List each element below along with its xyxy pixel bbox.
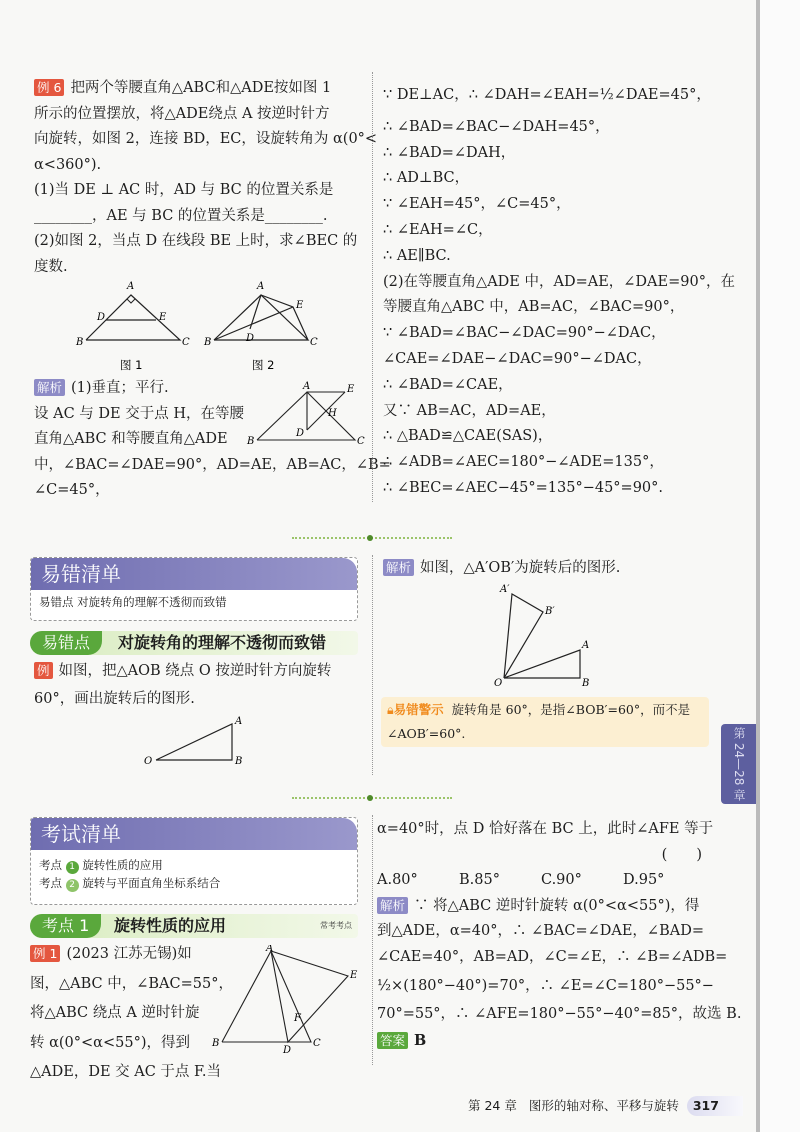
option-c: C.90°: [541, 872, 582, 888]
figure-2-caption: 图 2: [252, 358, 275, 372]
mistakes-list-box: [30, 557, 358, 621]
solution-line: 又∵ AB=AC，AD=AE，: [383, 402, 556, 419]
figure-point-label: B′: [545, 606, 555, 617]
analysis-text: 如图，△A′OB′为旋转后的图形.: [420, 560, 621, 576]
solution-line: ∵ ∠BAD=∠BAC−∠DAC=90°−∠DAC，: [383, 325, 666, 342]
exam-point-bar: [30, 914, 358, 938]
analysis-line: 直角△ABC 和等腰直角△ADE: [34, 431, 228, 447]
example-6: [34, 76, 377, 280]
analysis-figure: [245, 380, 365, 450]
separator-dot: [367, 535, 373, 541]
exam-header: 考试清单: [31, 818, 357, 850]
figure-point-label: A: [257, 281, 265, 292]
figure-1-caption: 图 1: [120, 358, 143, 372]
analysis-line: 70°=55°，∴ ∠AFE=180°−55°−40°=85°，故选 B.: [377, 1006, 742, 1022]
option-b: B.85°: [459, 872, 500, 888]
figure-point-label: E: [347, 384, 355, 395]
page-footer: [468, 1096, 743, 1116]
example-line: 60°，画出旋转后的图形.: [34, 691, 195, 707]
solution-line: ∴ ∠BAD=∠CAE，: [383, 376, 513, 393]
footer-title: 图形的轴对称、平移与旋转: [528, 1098, 679, 1113]
solution-line: 等腰直角△ABC 中，AB=AC，∠BAC=90°，: [383, 299, 685, 316]
solution-line: ∴ ∠ADB=∠AEC=180°−∠ADE=135°，: [383, 454, 664, 471]
exam-point-item: 考点 1 旋转性质的应用: [39, 858, 163, 872]
figure-point-label: C: [182, 337, 190, 348]
figure-point-label: B: [212, 1038, 220, 1049]
rotation-figure: [208, 945, 368, 1055]
problem-line: 向旋转，如图 2，连接 BD，EC，设旋转角为 α(0°<: [34, 131, 378, 147]
figure-point-label: D: [97, 312, 106, 323]
column-divider: [372, 815, 373, 1065]
mistakes-header: 易错清单: [31, 558, 357, 590]
separator-dot: [367, 795, 373, 801]
figure-point-label: A′: [500, 584, 510, 595]
answer-value: B: [414, 1031, 427, 1049]
warning-line: ∠AOB′=60°.: [387, 726, 466, 741]
answer-tag: 答案: [377, 1032, 408, 1049]
figure-point-label: B: [76, 337, 84, 348]
example-line: 如图，把△AOB 绕点 O 按逆时针方向旋转: [58, 663, 332, 679]
option-d: D.95°: [623, 872, 665, 888]
exam-example-1-continued: [377, 817, 741, 1054]
solution-line: ∴ AD⊥BC，: [383, 170, 470, 187]
mistake-example: [34, 657, 331, 713]
example-tag: 例 1: [30, 945, 60, 962]
solution-line: ∴ AE∥BC.: [383, 247, 451, 264]
problem-line: ________，AE 与 BC 的位置关系是________.: [34, 207, 328, 224]
figure-point-label: B: [247, 436, 255, 447]
figure-point-label: F: [294, 1013, 301, 1024]
problem-line: 把两个等腰直角△ABC和△ADE按如图 1: [70, 80, 332, 96]
figure-point-label: H: [328, 408, 337, 419]
analysis-tag: 解析: [383, 559, 414, 576]
solution-line: (2)在等腰直角△ADE 中，AD=AE，∠DAE=90°，在: [383, 273, 735, 290]
mistake-point-pill: 易错点: [30, 631, 102, 655]
answer-bracket: ( ): [661, 846, 702, 863]
analysis-line: ∠C=45°，: [34, 482, 110, 498]
figure-point-label: C: [313, 1038, 321, 1049]
figure-point-label: O: [494, 678, 503, 689]
figure-point-label: C: [357, 436, 365, 447]
solution-line: ∴ ∠EAH=∠C，: [383, 221, 493, 238]
figure-point-label: E: [296, 300, 304, 311]
figure-point-label: E: [350, 970, 358, 981]
solution-line: ∴ △BAD≌△CAE(SAS)，: [383, 428, 553, 445]
figure-point-label: A: [266, 945, 274, 954]
analysis-line: 设 AC 与 DE 交于点 H，在等腰: [34, 405, 244, 422]
footer-chapter: 第 24 章: [468, 1098, 517, 1113]
option-a: A.80°: [377, 872, 418, 888]
problem-line: (2)如图 2，当点 D 在线段 BE 上时，求∠BEC 的: [34, 233, 358, 249]
warning-label: 易错警示: [393, 702, 444, 717]
analysis-line: (1)垂直；平行.: [71, 380, 169, 396]
figure-point-label: O: [144, 756, 153, 767]
figure-point-label: D: [283, 1045, 292, 1055]
figure-point-label: A: [127, 281, 135, 292]
solution-line: ∴ ∠BAD=∠BAC−∠DAH=45°，: [383, 118, 610, 135]
exam-point-item: 考点 2 旋转与平面直角坐标系结合: [39, 876, 221, 890]
figure-point-label: D: [296, 428, 305, 439]
page-margin: [760, 0, 800, 1132]
column-divider: [372, 72, 373, 502]
example-line: 图，△ABC 中，∠BAC=55°，: [30, 975, 233, 992]
triangle-aob-figure: [140, 712, 250, 772]
example-line: 转 α(0°<α<55°)，得到: [30, 1034, 190, 1051]
figure-point-label: B: [204, 337, 212, 348]
chapter-side-tab[interactable]: 第 24—28 章: [721, 724, 756, 804]
question-line: α=40°时，点 D 恰好落在 BC 上，此时∠AFE 等于: [377, 821, 714, 837]
figure-1: [70, 275, 200, 375]
figure-point-label: A: [303, 381, 311, 392]
figure-point-label: A: [582, 640, 590, 651]
figure-point-label: A: [235, 716, 243, 727]
mistake-analysis: [383, 556, 620, 582]
figure-point-label: B: [582, 678, 590, 689]
solution-line: ∵ DE⊥AC，∴ ∠DAH=∠EAH=½∠DAE=45°，: [383, 87, 711, 103]
problem-line: 度数.: [34, 258, 68, 275]
column-divider: [372, 555, 373, 775]
solution-line: ∵ ∠EAH=45°，∠C=45°，: [383, 196, 571, 213]
figure-point-label: E: [159, 312, 167, 323]
number-badge: 2: [66, 879, 79, 892]
exam-list-box: [30, 817, 358, 905]
analysis-tag: 解析: [34, 379, 65, 396]
example-line: (2023 江苏无锡)如: [66, 946, 192, 962]
number-badge: 1: [66, 861, 79, 874]
exam-point-pill: 考点 1: [30, 914, 101, 938]
warning-line: 旋转角是 60°，是指∠BOB′=60°，而不是: [451, 702, 691, 717]
analysis-tag: 解析: [377, 897, 408, 914]
example-line: 将△ABC 绕点 A 逆时针旋: [30, 1005, 200, 1021]
analysis-line: ∵ 将△ABC 逆时针旋转 α(0°<α<55°)，得: [414, 897, 700, 914]
problem-line: (1)当 DE ⊥ AC 时，AD 与 BC 的位置关系是: [34, 182, 334, 198]
figure-point-label: C: [310, 337, 318, 348]
analysis-line: 到△ADE，α=40°，∴ ∠BAC=∠DAE，∠BAD=: [377, 923, 704, 939]
mistakes-item: 易错点 对旋转角的理解不透彻而致错: [39, 595, 227, 609]
example-tag: 例 6: [34, 79, 64, 96]
page-number: 317: [687, 1096, 743, 1116]
figure-2: [200, 275, 330, 375]
solution-line: ∴ ∠BEC=∠AEC−45°=135°−45°=90°.: [383, 479, 664, 496]
example-line: △ADE，DE 交 AC 于点 F.当: [30, 1064, 221, 1080]
frequent-badge: 常考考点: [320, 921, 352, 930]
options-row: [377, 868, 741, 894]
figure-point-label: B: [235, 756, 243, 767]
exam-example-1: [30, 940, 233, 1088]
rotated-triangle-figure: [490, 580, 600, 690]
problem-line: 所示的位置摆放，将△ADE绕点 A 按逆时针方: [34, 105, 330, 122]
mistake-warning-box: [381, 697, 709, 747]
analysis-line: 中，∠BAC=∠DAE=90°，AD=AE，AB=AC，∠B=: [34, 456, 391, 473]
lock-icon: 🔒︎: [387, 702, 394, 717]
mistake-point-title: 对旋转角的理解不透彻而致错: [118, 633, 327, 652]
example-6-solution: [383, 83, 735, 502]
analysis-line: ∠CAE=40°，AB=AD，∠C=∠E，∴ ∠B=∠ADB=: [377, 948, 728, 965]
mistake-point-bar: [30, 631, 358, 655]
exam-point-title: 旋转性质的应用: [114, 916, 227, 935]
analysis-line: ½×(180°−40°)=70°，∴ ∠E=∠C=180°−55°−: [377, 978, 714, 994]
example-tag: 例: [34, 662, 53, 679]
figure-point-label: D: [246, 333, 255, 344]
solution-line: ∴ ∠BAD=∠DAH，: [383, 144, 516, 161]
solution-line: ∠CAE=∠DAE−∠DAC=90°−∠DAC，: [383, 350, 652, 367]
problem-line: α<360°).: [34, 156, 102, 173]
